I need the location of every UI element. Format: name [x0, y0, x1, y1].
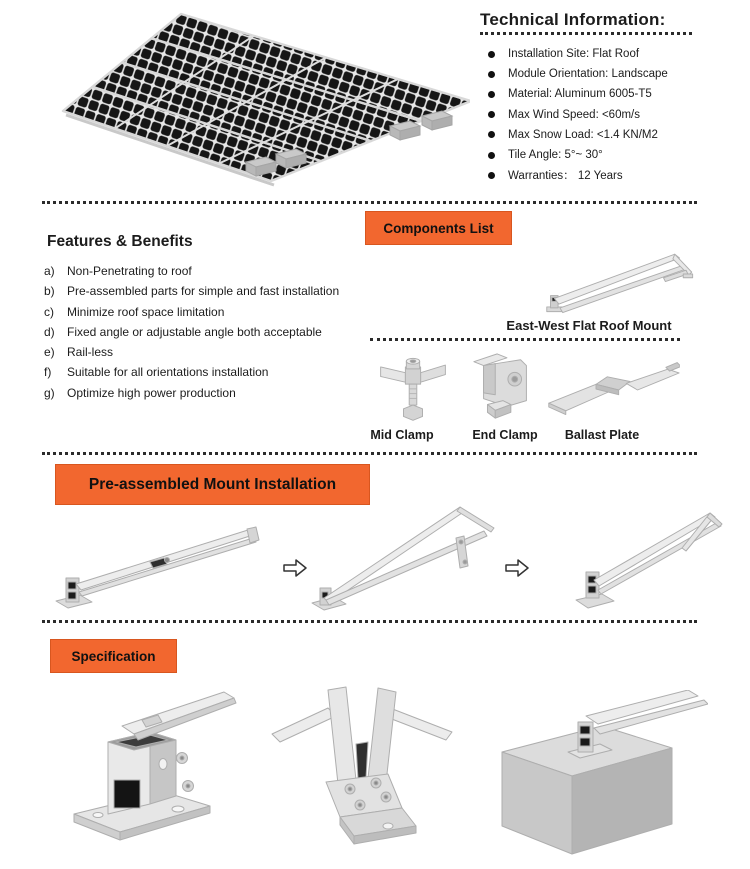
dashed-divider	[370, 338, 680, 341]
features-benefits-list	[44, 261, 379, 403]
specification-banner-label: Specification	[71, 648, 156, 664]
feature-item	[44, 261, 379, 281]
dashed-divider	[42, 452, 697, 455]
tech-info-text: Max Wind Speed: <60m/s	[508, 108, 640, 121]
feature-marker: g)	[44, 385, 55, 400]
feature-text: Non-Penetrating to roof	[67, 264, 192, 278]
feature-item	[44, 281, 379, 301]
bullet-icon	[488, 51, 495, 58]
installation-step-3-image	[532, 500, 724, 617]
installation-step-2-image	[310, 502, 508, 618]
mid-clamp-caption: Mid Clamp	[370, 428, 434, 442]
tech-info-item	[480, 125, 702, 145]
components-list-banner	[365, 211, 512, 245]
bullet-icon	[488, 91, 495, 98]
installation-banner-label: Pre-assembled Mount Installation	[88, 475, 337, 493]
bullet-icon	[488, 172, 495, 179]
end-clamp-caption: End Clamp	[472, 428, 538, 442]
feature-text: Fixed angle or adjustable angle both acceptable	[67, 324, 322, 339]
end-clamp-image	[468, 348, 542, 426]
feature-item	[44, 322, 379, 342]
feature-text: Optimize high power production	[67, 385, 236, 400]
bullet-icon	[488, 152, 495, 159]
tech-info-text: Material: Aluminum 6005-T5	[508, 88, 652, 101]
east-west-mount-image	[543, 242, 703, 322]
technical-information-section	[480, 10, 702, 185]
mid-clamp-image	[378, 346, 448, 426]
features-benefits-title: Features & Benefits	[47, 233, 193, 250]
bullet-icon	[488, 71, 495, 78]
feature-marker: e)	[44, 345, 55, 360]
spec-detail-hinge-joint-image	[270, 684, 458, 859]
bullet-icon	[488, 111, 495, 118]
feature-item	[44, 342, 379, 362]
tech-info-item	[480, 105, 702, 125]
solar-array-image	[18, 4, 470, 196]
components-list-banner-label: Components List	[383, 220, 494, 236]
tech-info-item	[480, 145, 702, 165]
feature-text: Suitable for all orientations installation	[67, 365, 269, 380]
spec-detail-ballast-block-image	[466, 690, 708, 862]
ballast-plate-caption: Ballast Plate	[564, 428, 640, 442]
technical-information-list	[480, 44, 702, 185]
title-dotted-underline	[480, 32, 692, 35]
tech-info-item	[480, 64, 702, 84]
ballast-plate-image	[546, 356, 680, 424]
feature-marker: d)	[44, 324, 55, 339]
specification-banner	[50, 639, 177, 673]
feature-text: Pre-assembled parts for simple and fast installation	[67, 284, 340, 299]
feature-marker: c)	[44, 304, 54, 319]
tech-info-text: Tile Angle: 5°~ 30°	[508, 149, 603, 162]
technical-information-title: Technical Information:	[480, 10, 666, 29]
dashed-divider	[42, 620, 697, 623]
feature-item	[44, 302, 379, 322]
feature-text: Minimize roof space limitation	[67, 304, 225, 319]
step-arrow-icon	[282, 558, 308, 578]
feature-item	[44, 362, 379, 382]
step-arrow-icon	[504, 558, 530, 578]
tech-info-text: Warranties： 12 Years	[508, 170, 623, 183]
feature-item	[44, 383, 379, 403]
feature-marker: b)	[44, 284, 55, 299]
tech-info-item	[480, 84, 702, 104]
tech-info-item	[480, 44, 702, 64]
tech-info-text: Max Snow Load: <1.4 KN/M2	[508, 128, 658, 141]
tech-info-item	[480, 165, 702, 185]
tech-info-text: Installation Site: Flat Roof	[508, 48, 640, 61]
installation-step-1-image	[50, 504, 272, 618]
feature-text: Rail-less	[67, 345, 114, 360]
installation-banner	[55, 464, 370, 505]
feature-marker: a)	[44, 264, 55, 278]
east-west-mount-caption: East-West Flat Roof Mount	[506, 318, 672, 333]
tech-info-text: Module Orientation: Landscape	[508, 68, 668, 81]
spec-detail-base-bracket-image	[58, 682, 256, 864]
dashed-divider	[42, 201, 697, 204]
feature-marker: f)	[44, 365, 52, 380]
bullet-icon	[488, 131, 495, 138]
